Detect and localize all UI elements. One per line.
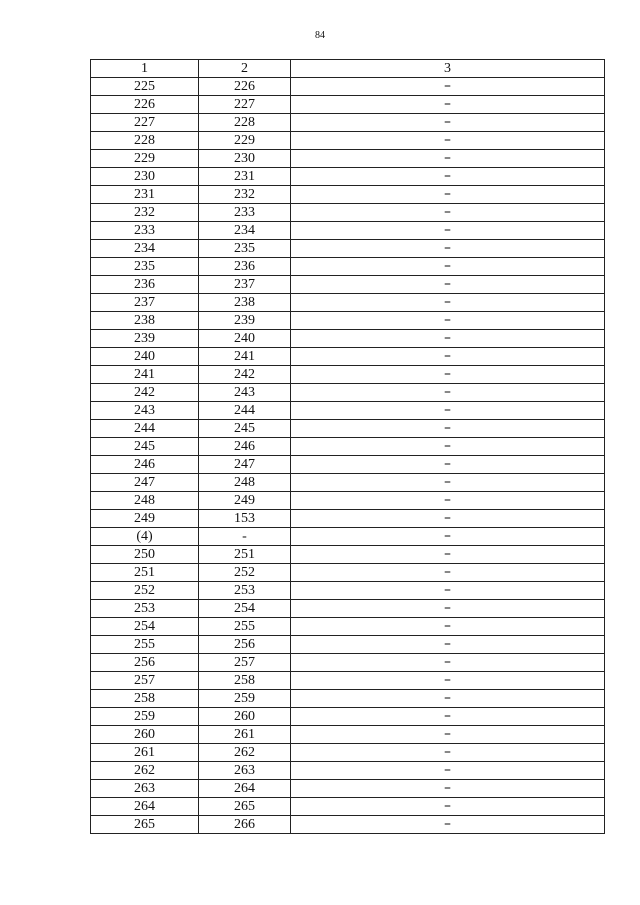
table-row — [91, 330, 605, 348]
table-cell-col-3: – — [291, 474, 605, 492]
table-cell-col-2: 246 — [199, 438, 291, 456]
table-cell-col-1: 254 — [91, 618, 199, 636]
table-cell-col-1: 263 — [91, 780, 199, 798]
table-row — [91, 78, 605, 96]
table-cell-col-2: 229 — [199, 132, 291, 150]
table-cell-col-3: – — [291, 456, 605, 474]
table-cell-col-3: – — [291, 186, 605, 204]
table-cell-col-3: – — [291, 420, 605, 438]
table-cell-col-1: 243 — [91, 402, 199, 420]
table-cell-col-2: 261 — [199, 726, 291, 744]
table-cell-col-3: – — [291, 384, 605, 402]
table-row — [91, 186, 605, 204]
table-cell-col-1: 253 — [91, 600, 199, 618]
table-cell-col-3: – — [291, 762, 605, 780]
table-cell-col-3: – — [291, 528, 605, 546]
table-cell-col-3: – — [291, 312, 605, 330]
table-cell-col-2: 153 — [199, 510, 291, 528]
table-cell-col-1: 228 — [91, 132, 199, 150]
table-cell-col-1: 244 — [91, 420, 199, 438]
table-cell-col-2: 244 — [199, 402, 291, 420]
table-cell-col-2: 255 — [199, 618, 291, 636]
table-cell-col-1: 227 — [91, 114, 199, 132]
table-row — [91, 474, 605, 492]
table-row — [91, 780, 605, 798]
table-cell-col-1: 251 — [91, 564, 199, 582]
table-cell-col-3: – — [291, 564, 605, 582]
table-cell-col-2: 252 — [199, 564, 291, 582]
table-cell-col-3: – — [291, 204, 605, 222]
table-row — [91, 726, 605, 744]
table-cell-col-3: – — [291, 222, 605, 240]
table-row — [91, 798, 605, 816]
table-row — [91, 204, 605, 222]
table-cell-col-3: – — [291, 258, 605, 276]
table-row — [91, 582, 605, 600]
table-row — [91, 762, 605, 780]
table-cell-col-1: 238 — [91, 312, 199, 330]
table-cell-col-3: – — [291, 672, 605, 690]
table-cell-col-3: – — [291, 582, 605, 600]
table-cell-col-2: 249 — [199, 492, 291, 510]
table-cell-col-2: 256 — [199, 636, 291, 654]
table-row — [91, 96, 605, 114]
table-cell-col-2: 234 — [199, 222, 291, 240]
table-cell-col-1: 229 — [91, 150, 199, 168]
table-row — [91, 222, 605, 240]
table-cell-col-1: 234 — [91, 240, 199, 258]
table-cell-col-3: – — [291, 690, 605, 708]
table-row — [91, 492, 605, 510]
table-cell-col-2: 253 — [199, 582, 291, 600]
table-cell-col-1: 225 — [91, 78, 199, 96]
table-cell-col-2: 237 — [199, 276, 291, 294]
table-cell-col-2: 227 — [199, 96, 291, 114]
table-cell-col-3: – — [291, 240, 605, 258]
table-cell-col-1: 226 — [91, 96, 199, 114]
table-row — [91, 420, 605, 438]
table-row — [91, 600, 605, 618]
table-row — [91, 312, 605, 330]
table-row — [91, 276, 605, 294]
table-cell-col-2: 254 — [199, 600, 291, 618]
table-row — [91, 456, 605, 474]
table-cell-col-1: 239 — [91, 330, 199, 348]
table-row — [91, 654, 605, 672]
table-cell-col-3: – — [291, 168, 605, 186]
table-row — [91, 150, 605, 168]
table-row — [91, 816, 605, 834]
table-row — [91, 636, 605, 654]
table-row — [91, 384, 605, 402]
table-cell-col-1: 247 — [91, 474, 199, 492]
table-cell-col-2: 243 — [199, 384, 291, 402]
table-cell-col-2: 257 — [199, 654, 291, 672]
table-cell-col-1: 265 — [91, 816, 199, 834]
table-cell-col-3: – — [291, 510, 605, 528]
table-cell-col-2: 260 — [199, 708, 291, 726]
table-cell-col-1: 236 — [91, 276, 199, 294]
table-cell-col-2: 266 — [199, 816, 291, 834]
table-cell-col-1: 242 — [91, 384, 199, 402]
table-row — [91, 168, 605, 186]
table-cell-col-3: – — [291, 366, 605, 384]
table-cell-col-1: 261 — [91, 744, 199, 762]
table-cell-col-2: 233 — [199, 204, 291, 222]
table-cell-col-1: 250 — [91, 546, 199, 564]
table-cell-col-3: – — [291, 636, 605, 654]
table-cell-col-3: – — [291, 744, 605, 762]
table-cell-col-3: – — [291, 330, 605, 348]
table-container — [90, 59, 604, 834]
table-cell-col-2: 258 — [199, 672, 291, 690]
table-cell-col-3: – — [291, 150, 605, 168]
table-cell-col-1: 233 — [91, 222, 199, 240]
table-cell-col-2: 247 — [199, 456, 291, 474]
table-cell-col-1: 240 — [91, 348, 199, 366]
table-cell-col-2: 230 — [199, 150, 291, 168]
table-cell-col-3: – — [291, 780, 605, 798]
table-cell-col-2: 264 — [199, 780, 291, 798]
table-row — [91, 402, 605, 420]
table-cell-col-2: 231 — [199, 168, 291, 186]
table-cell-col-1: 252 — [91, 582, 199, 600]
table-row — [91, 672, 605, 690]
table-cell-col-3: – — [291, 132, 605, 150]
table-row — [91, 240, 605, 258]
table-cell-col-1: 232 — [91, 204, 199, 222]
table-cell-col-2: 265 — [199, 798, 291, 816]
table-cell-col-2: 226 — [199, 78, 291, 96]
table-cell-col-3: – — [291, 546, 605, 564]
table-header-row — [91, 60, 605, 78]
table-cell-col-1: 246 — [91, 456, 199, 474]
table-cell-col-2: 259 — [199, 690, 291, 708]
table-row — [91, 258, 605, 276]
table-cell-col-1: 231 — [91, 186, 199, 204]
table-row — [91, 618, 605, 636]
table-cell-col-2: 262 — [199, 744, 291, 762]
table-row — [91, 690, 605, 708]
table-cell-col-1: 264 — [91, 798, 199, 816]
table-cell-col-1: 249 — [91, 510, 199, 528]
table-row — [91, 708, 605, 726]
table-cell-col-1: 255 — [91, 636, 199, 654]
table-row — [91, 438, 605, 456]
table-cell-col-1: 262 — [91, 762, 199, 780]
table-cell-col-2: 235 — [199, 240, 291, 258]
table-cell-col-3: – — [291, 438, 605, 456]
table-cell-col-2: 263 — [199, 762, 291, 780]
table-cell-col-2: 228 — [199, 114, 291, 132]
page-number: 84 — [315, 30, 325, 41]
table-row — [91, 510, 605, 528]
table-row — [91, 114, 605, 132]
table-cell-col-1: 260 — [91, 726, 199, 744]
table-cell-col-3: – — [291, 114, 605, 132]
table-row — [91, 528, 605, 546]
table-cell-col-2: 241 — [199, 348, 291, 366]
table-cell-col-1: 230 — [91, 168, 199, 186]
table-cell-col-1: 257 — [91, 672, 199, 690]
table-cell-col-3: – — [291, 78, 605, 96]
table-cell-col-2: 251 — [199, 546, 291, 564]
table-cell-col-1: 245 — [91, 438, 199, 456]
table-cell-col-3: – — [291, 348, 605, 366]
table-cell-col-1: (4) — [91, 528, 199, 546]
table-cell-col-2: 242 — [199, 366, 291, 384]
table-cell-col-3: – — [291, 726, 605, 744]
table-row — [91, 348, 605, 366]
table-cell-col-3: – — [291, 618, 605, 636]
table-cell-col-2: 236 — [199, 258, 291, 276]
table-cell-col-2: 245 — [199, 420, 291, 438]
table-cell-col-2: 240 — [199, 330, 291, 348]
table-cell-col-2: - — [199, 528, 291, 546]
table-cell-col-1: 235 — [91, 258, 199, 276]
table-cell-col-1: 256 — [91, 654, 199, 672]
table-cell-col-3: – — [291, 402, 605, 420]
table-cell-col-1: 241 — [91, 366, 199, 384]
table-cell-col-3: – — [291, 798, 605, 816]
table-cell-col-3: – — [291, 816, 605, 834]
table-cell-col-3: – — [291, 96, 605, 114]
column-header: 3 — [291, 60, 605, 78]
table-row — [91, 294, 605, 312]
table-row — [91, 546, 605, 564]
table-body — [91, 60, 605, 834]
table-row — [91, 744, 605, 762]
table-cell-col-3: – — [291, 276, 605, 294]
table-cell-col-1: 259 — [91, 708, 199, 726]
column-header: 1 — [91, 60, 199, 78]
table-cell-col-3: – — [291, 654, 605, 672]
table-cell-col-1: 258 — [91, 690, 199, 708]
table-cell-col-3: – — [291, 600, 605, 618]
table-cell-col-2: 232 — [199, 186, 291, 204]
table-row — [91, 366, 605, 384]
table-cell-col-2: 238 — [199, 294, 291, 312]
table-cell-col-2: 248 — [199, 474, 291, 492]
table-cell-col-3: – — [291, 294, 605, 312]
table-cell-col-2: 239 — [199, 312, 291, 330]
table-row — [91, 564, 605, 582]
column-header: 2 — [199, 60, 291, 78]
data-table — [90, 59, 605, 834]
table-cell-col-1: 237 — [91, 294, 199, 312]
table-cell-col-1: 248 — [91, 492, 199, 510]
table-cell-col-3: – — [291, 492, 605, 510]
table-cell-col-3: – — [291, 708, 605, 726]
table-row — [91, 132, 605, 150]
